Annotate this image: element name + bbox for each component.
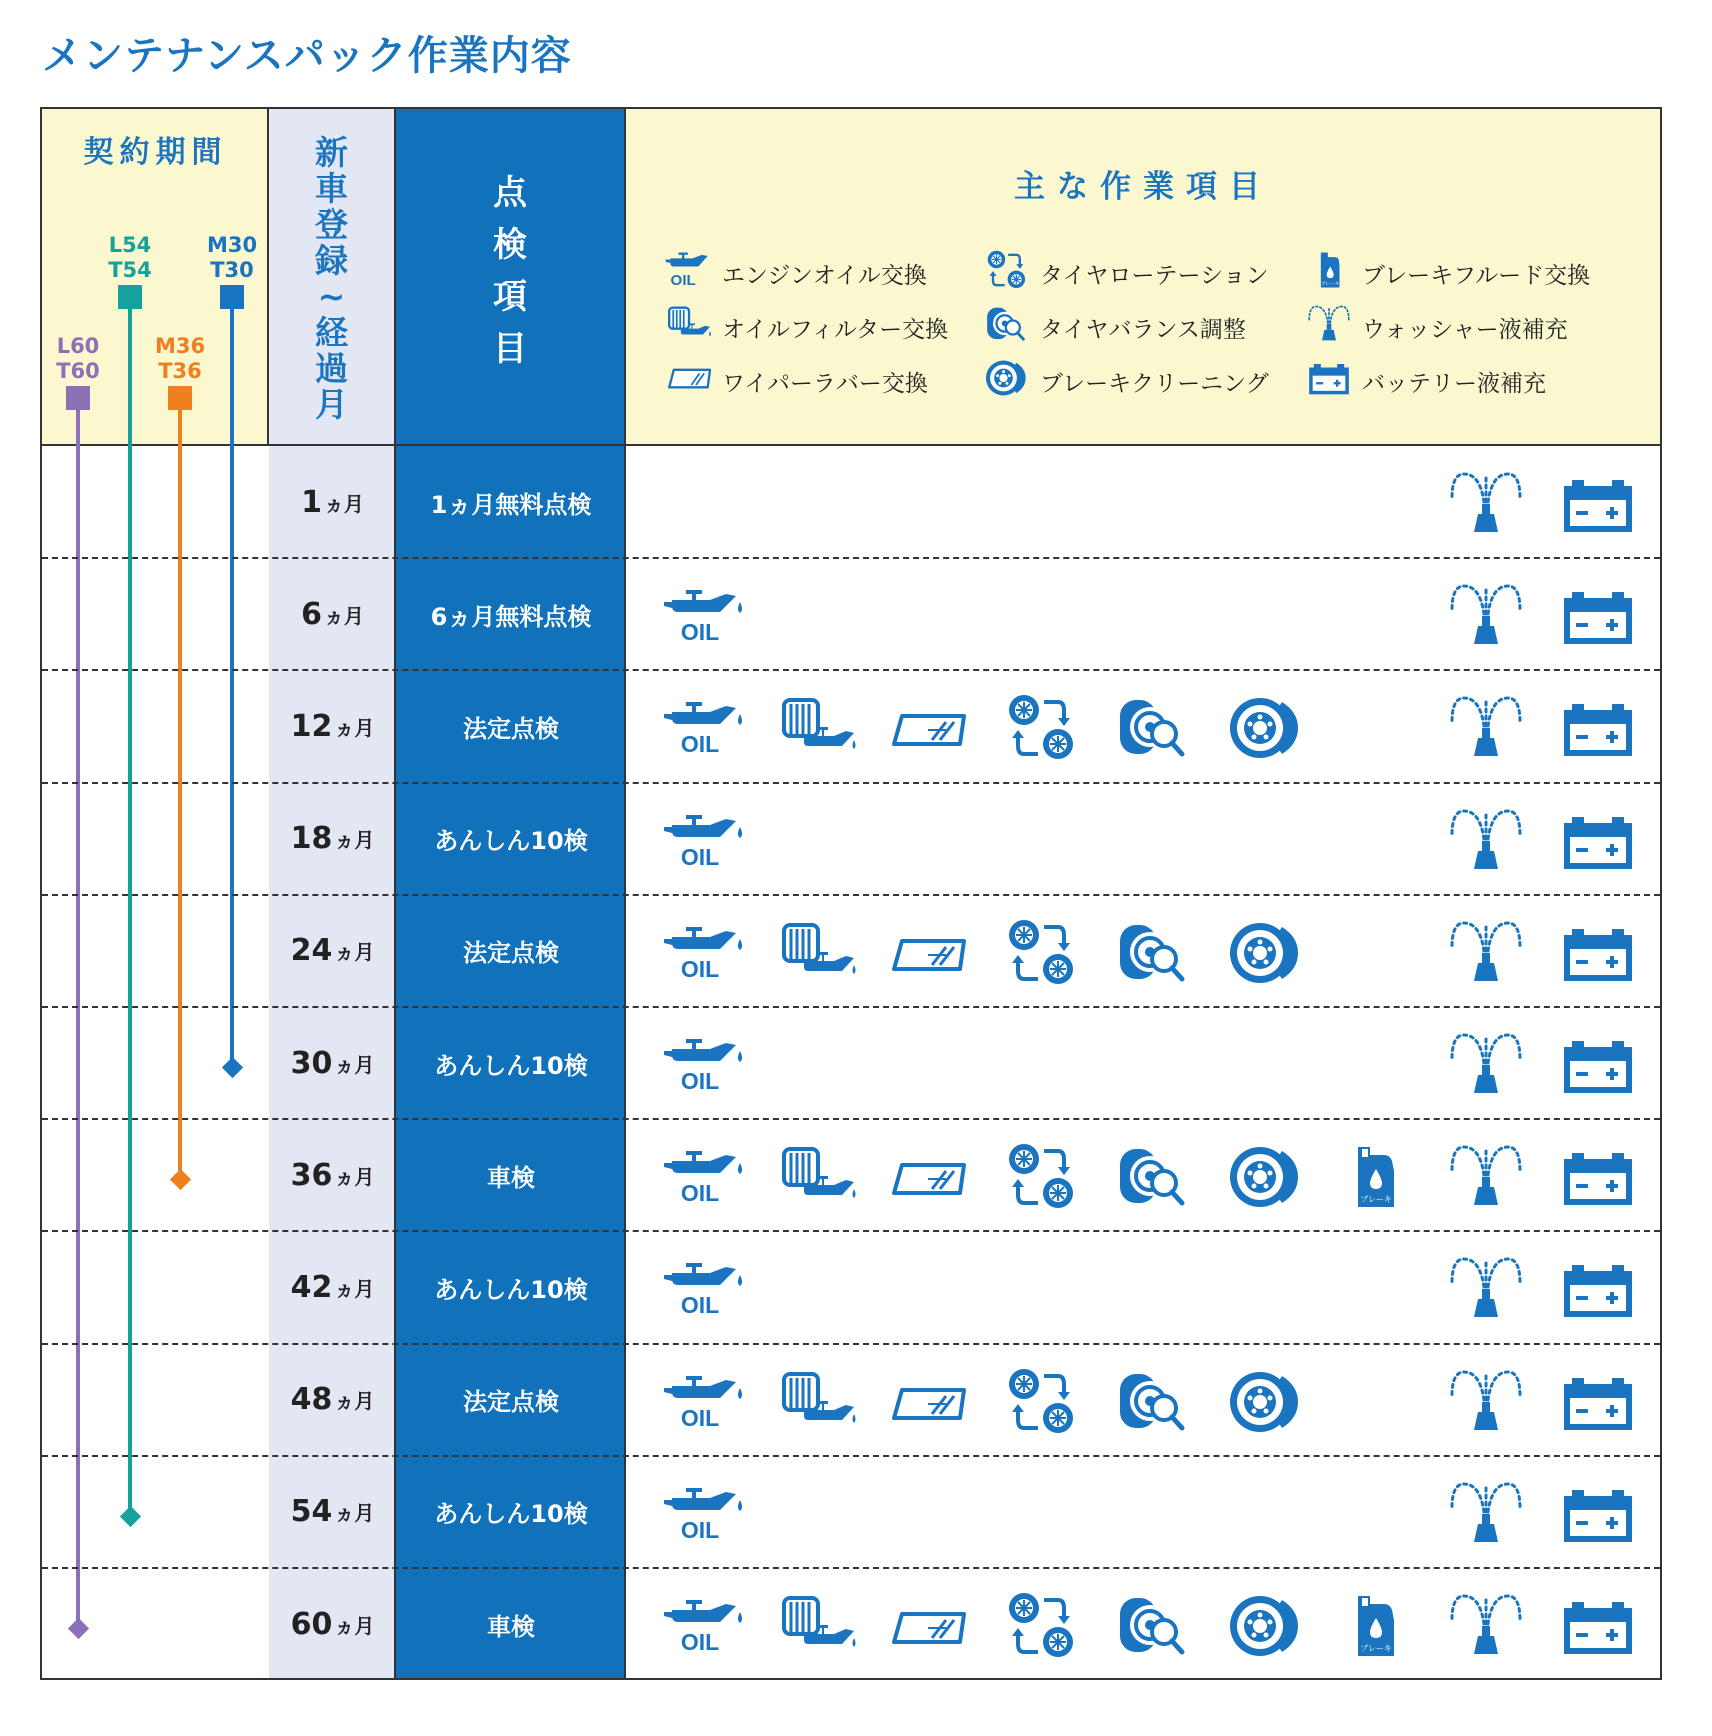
svg-text:ブレーキ: ブレーキ [1320,282,1340,288]
month-number: 54 [290,1494,333,1530]
legend-label: ワイパーラバー交換 [722,370,928,397]
svg-text:OIL: OIL [680,1516,720,1543]
svg-text:OIL: OIL [680,1292,720,1319]
plan-code: T36 [158,359,202,383]
months-header-char: 新 [315,133,348,172]
legend-item-battery [1304,357,1546,405]
elapsed-month [269,1456,396,1568]
battery-icon [1558,580,1638,652]
elapsed-month [269,783,396,895]
inspection-type: 法定点検 [463,1388,559,1417]
elapsed-month [269,1231,396,1343]
oil-can-icon [664,1590,744,1662]
svg-text:OIL: OIL [680,1068,720,1094]
inspection-type: あんしん10検 [434,1500,588,1529]
elapsed-month [269,670,396,782]
battery-icon [1558,1478,1638,1550]
battery-icon [1558,1590,1638,1662]
month-unit: ヵ月 [334,940,375,965]
months-header-char: ~ [317,277,346,316]
washer-fluid-icon [1446,692,1526,764]
svg-text:OIL: OIL [680,843,720,870]
month-number: 36 [290,1157,333,1193]
wiper-icon [890,1366,970,1438]
legend-item-balance [982,303,1246,351]
month-number: 30 [290,1045,333,1081]
plan-code: L60 [56,334,100,358]
legend-label: エンジンオイル交換 [722,262,927,289]
wiper-icon [890,1141,970,1213]
washer-fluid-icon [1446,580,1526,652]
washer-fluid-icon [1446,1478,1526,1550]
oil-can-icon [664,580,744,652]
inspection-header-char: 項 [493,277,527,317]
washer-fluid-icon [1446,1366,1526,1438]
tire-rotation-icon [982,249,1040,297]
legend-item-brakefluid [1304,249,1590,297]
oil-filter-icon [778,692,858,764]
brake-disc-icon [1226,917,1306,989]
maintenance-table [40,107,1662,1680]
washer-fluid-icon [1446,1253,1526,1325]
svg-text:OIL: OIL [680,1180,720,1207]
inspection-type: 車検 [487,1612,535,1641]
svg-text:ブレーキ: ブレーキ [1360,1644,1392,1653]
tire-rotation-icon [1002,692,1082,764]
oil-can-icon [664,1478,744,1550]
battery-icon [1558,692,1638,764]
tire-balance-icon [982,303,1040,351]
washer-fluid-icon [1446,917,1526,989]
oil-filter-icon [778,1590,858,1662]
oil-can-icon [664,249,722,297]
battery-icon [1558,917,1638,989]
plan-code: M30 [206,233,258,257]
plan-code: T30 [210,258,254,282]
brake-fluid-icon [1336,1141,1416,1213]
brake-fluid-icon [1336,1590,1416,1662]
legend-label: ブレーキクリーニング [1040,370,1269,397]
plan-code: M36 [154,334,206,358]
elapsed-month [269,895,396,1007]
month-unit: ヵ月 [334,1052,375,1077]
tire-balance-icon [1114,1590,1194,1662]
table-row [42,895,1660,1007]
months-header [269,135,394,423]
washer-fluid-icon [1446,805,1526,877]
battery-icon [1558,1253,1638,1325]
legend-label: オイルフィルター交換 [722,316,949,343]
inspection-type: あんしん10検 [434,1051,588,1080]
table-row [42,446,1660,558]
inspection-header [396,167,624,375]
oil-can-icon [664,805,744,877]
month-number: 12 [290,708,333,744]
battery-icon [1558,468,1638,540]
inspection-header-char: 検 [493,225,527,265]
oil-can-icon [664,1366,744,1438]
battery-icon [1558,1366,1638,1438]
brake-disc-icon [1226,692,1306,764]
brake-disc-icon [1226,1590,1306,1662]
wiper-icon [664,357,722,405]
oil-can-icon [664,1029,744,1101]
washer-fluid-icon [1446,1029,1526,1101]
legend-label: バッテリー液補充 [1362,370,1546,397]
months-header-char: 経 [315,313,348,352]
months-header-char: 車 [315,169,348,208]
elapsed-month [269,558,396,670]
svg-text:OIL: OIL [680,1404,720,1431]
legend-item-oil [664,249,927,297]
work-items-title: 主な作業項目 [1014,169,1272,205]
battery-icon [1304,357,1362,405]
table-row [42,1344,1660,1456]
table-row [42,1568,1660,1680]
legend-item-filter [664,303,948,351]
table-row [42,1007,1660,1119]
month-unit: ヵ月 [334,828,375,853]
tire-balance-icon [1114,917,1194,989]
inspection-type: あんしん10検 [434,1275,588,1304]
svg-text:ブレーキ: ブレーキ [1360,1195,1392,1205]
battery-icon [1558,1029,1638,1101]
legend-label: タイヤバランス調整 [1040,316,1246,343]
elapsed-month [269,446,396,558]
plan-code: T60 [56,359,100,383]
month-number: 60 [290,1606,333,1642]
oil-can-icon [664,1253,744,1325]
work-items-header [626,109,1660,444]
elapsed-month [269,1568,396,1680]
legend-label: ブレーキフルード交換 [1362,262,1591,289]
inspection-type: あんしん10検 [434,827,588,856]
oil-filter-icon [664,303,722,351]
elapsed-month [269,1119,396,1231]
svg-text:OIL: OIL [680,1629,720,1655]
oil-can-icon [664,692,744,764]
month-unit: ヵ月 [323,491,364,516]
month-number: 18 [290,821,333,857]
months-header-char: 月 [315,385,348,424]
svg-text:OIL: OIL [680,955,720,982]
inspection-type: 法定点検 [463,714,559,743]
brake-disc-icon [1226,1366,1306,1438]
inspection-header-char: 点 [493,173,527,213]
tire-balance-icon [1114,1366,1194,1438]
month-unit: ヵ月 [323,603,364,628]
battery-icon [1558,1141,1638,1213]
table-row [42,1119,1660,1231]
tire-balance-icon [1114,1141,1194,1213]
svg-text:OIL: OIL [670,272,696,290]
plan-code: L54 [108,233,152,257]
months-header-char: 録 [315,241,348,280]
brake-disc-icon [982,357,1040,405]
washer-fluid-icon [1446,1590,1526,1662]
legend-label: ウォッシャー液補充 [1362,316,1568,343]
contract-period-title: 契約期間 [83,135,228,170]
month-number: 42 [290,1269,333,1305]
legend-item-washer [1304,303,1568,351]
tire-rotation-icon [1002,1590,1082,1662]
oil-filter-icon [778,1141,858,1213]
elapsed-month [269,1007,396,1119]
tire-rotation-icon [1002,917,1082,989]
inspection-header-char: 目 [493,329,527,369]
oil-filter-icon [778,1366,858,1438]
plan-code: T54 [108,258,152,282]
elapsed-month [269,1344,396,1456]
inspection-type: 車検 [487,1163,535,1192]
svg-text:OIL: OIL [680,731,720,758]
wiper-icon [890,917,970,989]
inspection-type: 法定点検 [463,939,559,968]
plan-label-M30 [202,233,262,283]
inspection-type: 6ヵ月無料点検 [430,602,592,631]
washer-fluid-icon [1446,468,1526,540]
wiper-icon [890,1590,970,1662]
table-row [42,558,1660,670]
months-header-char: 過 [315,349,348,388]
svg-text:OIL: OIL [680,619,720,646]
tire-rotation-icon [1002,1366,1082,1438]
month-unit: ヵ月 [334,1501,375,1526]
oil-filter-icon [778,917,858,989]
table-row [42,783,1660,895]
months-header-char: 登 [315,205,348,244]
month-number: 1 [301,484,322,520]
month-number: 24 [290,933,333,969]
wiper-icon [890,692,970,764]
page-title: メンテナンスパック作業内容 [42,33,572,79]
plan-label-L60 [48,334,108,384]
brake-disc-icon [1226,1141,1306,1213]
table-row [42,1231,1660,1343]
month-unit: ヵ月 [334,715,375,740]
tire-balance-icon [1114,692,1194,764]
legend-item-wiper [664,357,928,405]
washer-fluid-icon [1446,1141,1526,1213]
oil-can-icon [664,917,744,989]
legend-label: タイヤローテーション [1040,262,1269,289]
washer-fluid-icon [1304,303,1362,351]
month-number: 6 [301,596,322,632]
legend-item-brakeclean [982,357,1269,405]
month-number: 48 [290,1382,333,1418]
oil-can-icon [664,1141,744,1213]
inspection-type: 1ヵ月無料点検 [430,490,592,519]
table-row [42,1456,1660,1568]
plan-label-M36 [150,334,210,384]
legend-item-rotation [982,249,1269,297]
battery-icon [1558,805,1638,877]
month-unit: ヵ月 [334,1389,375,1414]
month-unit: ヵ月 [334,1164,375,1189]
tire-rotation-icon [1002,1141,1082,1213]
brake-fluid-icon [1304,249,1362,297]
month-unit: ヵ月 [334,1613,375,1638]
plan-label-L54 [100,233,160,283]
table-row [42,670,1660,782]
month-unit: ヵ月 [334,1276,375,1301]
